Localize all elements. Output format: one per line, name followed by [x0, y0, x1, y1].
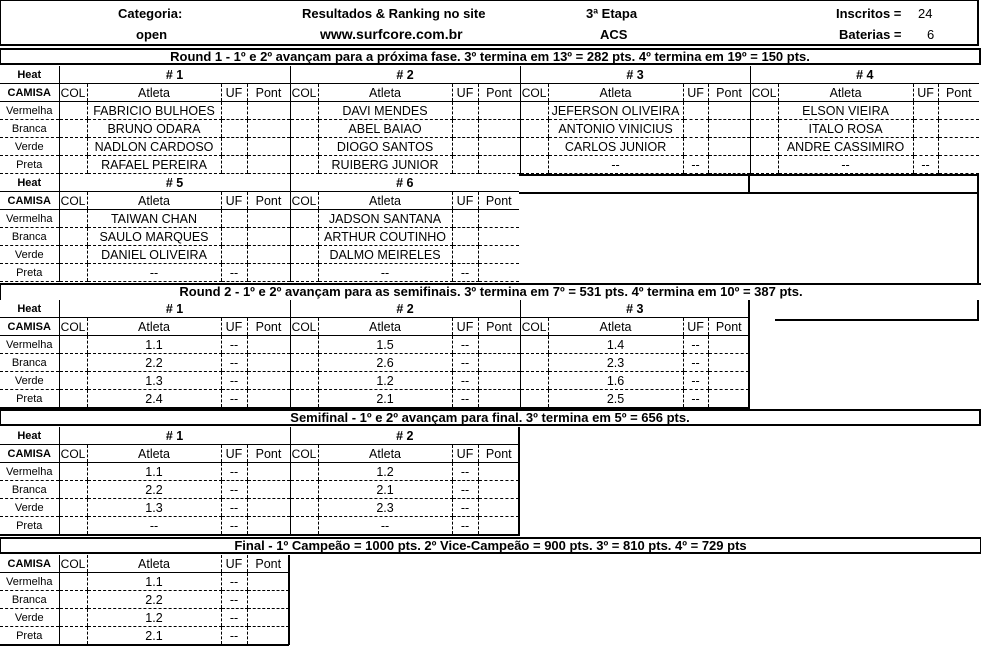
camisa-vermelha: Vermelha — [0, 573, 59, 591]
round1-heat4-name: # 4 — [750, 66, 979, 84]
atleta-header: Atleta — [87, 192, 221, 210]
pont-header: Pont — [478, 318, 520, 336]
athlete-cell: -- — [548, 156, 683, 174]
athlete-cell: -- — [318, 264, 452, 282]
atleta-header: Atleta — [318, 445, 452, 463]
etapa-place: ACS — [600, 27, 628, 42]
camisa-label: CAMISA — [0, 84, 59, 102]
camisa-verde: Verde — [0, 372, 59, 390]
results-label: Resultados & Ranking no site — [302, 6, 486, 21]
camisa-verde: Verde — [0, 138, 59, 156]
inscritos-value: 24 — [918, 6, 933, 21]
pont-header: Pont — [478, 192, 519, 210]
frame-line — [748, 300, 750, 410]
camisa-label: CAMISA — [0, 555, 59, 573]
frame-line — [977, 174, 979, 284]
col-header: COL — [60, 193, 86, 208]
athlete-cell: 1.6 — [548, 372, 683, 390]
athlete-cell: FABRICIO BULHOES — [87, 102, 221, 120]
camisa-preta: Preta — [0, 627, 59, 646]
athlete-cell: -- — [318, 517, 452, 536]
athlete-cell: RUIBERG JUNIOR — [318, 156, 452, 174]
pont-header: Pont — [247, 445, 290, 463]
camisa-preta: Preta — [0, 390, 59, 409]
atleta-header: Atleta — [87, 555, 221, 573]
round1-table-b: Heat # 5 # 6 CAMISA COL Atleta UF Pont COL Atleta UF Pont Vermelha TAIWAN CHAN JADSON SANTANA Branca SAULO MARQUES ARTHUR COUTINHO Verde DANIEL OLIVEIRA DALMO MEIRELES Preta -- -- -- -- — [0, 174, 519, 282]
pont-header: Pont — [708, 84, 750, 102]
round2-title: Round 2 - 1º e 2º avançam para as semifinais. 3º termina em 7º = 531 pts. 4º termina em 10º = 387 pts. — [0, 283, 981, 300]
uf-header: UF — [452, 84, 478, 102]
baterias-value: 6 — [927, 27, 935, 42]
atleta-header: Atleta — [87, 318, 221, 336]
camisa-label: CAMISA — [0, 192, 59, 210]
camisa-label: CAMISA — [0, 445, 59, 463]
camisa-verde: Verde — [0, 499, 59, 517]
atleta-header: Atleta — [318, 84, 452, 102]
atleta-header: Atleta — [87, 445, 221, 463]
col-header: COL — [60, 319, 86, 334]
athlete-cell: 2.2 — [87, 591, 221, 609]
inscritos-label: Inscritos = — [836, 6, 902, 21]
uf-header: UF — [221, 84, 247, 102]
camisa-branca: Branca — [0, 120, 59, 138]
athlete-cell: 2.4 — [87, 390, 221, 409]
athlete-cell: 1.1 — [87, 573, 221, 591]
atleta-header: Atleta — [87, 84, 221, 102]
athlete-cell: 2.3 — [548, 354, 683, 372]
pont-header: Pont — [247, 192, 290, 210]
athlete-cell: 2.2 — [87, 354, 221, 372]
uf-header: UF — [221, 555, 247, 573]
camisa-preta: Preta — [0, 264, 59, 282]
uf-header: UF — [913, 84, 938, 102]
round2-heat3-name: # 3 — [520, 300, 749, 318]
athlete-cell: 1.3 — [87, 372, 221, 390]
athlete-cell: ANTONIO VINICIUS — [548, 120, 683, 138]
col-header: COL — [60, 556, 86, 571]
atleta-header: Atleta — [548, 84, 683, 102]
round2-heat2-name: # 2 — [290, 300, 520, 318]
camisa-vermelha: Vermelha — [0, 463, 59, 481]
frame-line — [748, 174, 750, 192]
athlete-cell: 1.2 — [87, 609, 221, 627]
categoria-label: Categoria: — [118, 6, 183, 21]
athlete-cell: JADSON SANTANA — [318, 210, 452, 228]
col-header: COL — [521, 85, 547, 100]
camisa-vermelha: Vermelha — [0, 102, 59, 120]
uf-header: UF — [452, 192, 478, 210]
final-table: CAMISA COL Atleta UF Pont Vermelha 1.1 -- Branca 2.2 -- Verde 1.2 -- Preta 2.1 -- — [0, 555, 289, 646]
athlete-cell: BRUNO ODARA — [87, 120, 221, 138]
camisa-vermelha: Vermelha — [0, 210, 59, 228]
camisa-verde: Verde — [0, 246, 59, 264]
round2-table: Heat # 1 # 2 # 3 CAMISA COL Atleta UF Pont COL Atleta UF Pont COL Atleta UF Pont Vermelha 1.1 -- 1.5 -- 1.4 -- Branca 2.2 -- 2.6 -- 2.3 -- Verde 1.3 -- 1.2 -- 1.6 -- Preta 2.4 -- 2.1 -- 2.5 -- — [0, 300, 749, 409]
athlete-cell: DIOGO SANTOS — [318, 138, 452, 156]
athlete-cell: 1.1 — [87, 463, 221, 481]
final-title: Final - 1º Campeão = 1000 pts. 2º Vice-Campeão = 900 pts. 3º = 810 pts. 4º = 729 pts — [0, 537, 981, 554]
athlete-cell: DALMO MEIRELES — [318, 246, 452, 264]
atleta-header: Atleta — [318, 318, 452, 336]
pont-header: Pont — [247, 318, 290, 336]
round1-title: Round 1 - 1º e 2º avançam para a próxima fase. 3º termina em 13º = 282 pts. 4º termina em 19º = 150 pts. — [0, 48, 981, 65]
heat-label: Heat — [0, 174, 59, 192]
athlete-cell: SAULO MARQUES — [87, 228, 221, 246]
semifinal-title: Semifinal - 1º e 2º avançam para final. 3º termina em 5º = 656 pts. — [0, 409, 981, 426]
athlete-cell: -- — [778, 156, 913, 174]
athlete-cell: TAIWAN CHAN — [87, 210, 221, 228]
athlete-cell: 2.1 — [87, 627, 221, 646]
pont-header: Pont — [708, 318, 749, 336]
pont-header: Pont — [478, 84, 520, 102]
atleta-header: Atleta — [318, 192, 452, 210]
frame-line — [518, 427, 520, 536]
frame-line — [288, 555, 290, 645]
camisa-branca: Branca — [0, 591, 59, 609]
athlete-cell: ABEL BAIAO — [318, 120, 452, 138]
frame-line — [977, 300, 979, 320]
camisa-label: CAMISA — [0, 318, 59, 336]
col-header: COL — [291, 446, 317, 461]
athlete-cell: JEFERSON OLIVEIRA — [548, 102, 683, 120]
uf-header: UF — [221, 318, 247, 336]
pont-header: Pont — [247, 84, 290, 102]
semifinal-table: Heat # 1 # 2 CAMISA COL Atleta UF Pont COL Atleta UF Pont Vermelha 1.1 -- 1.2 -- Branca 2.2 -- 2.1 -- Verde 1.3 -- 2.3 -- Preta -- -- -- -- — [0, 427, 519, 536]
col-header: COL — [291, 85, 317, 100]
athlete-cell: 2.1 — [318, 481, 452, 499]
col-header: COL — [291, 193, 317, 208]
athlete-cell: ITALO ROSA — [778, 120, 913, 138]
athlete-cell: RAFAEL PEREIRA — [87, 156, 221, 174]
pont-header: Pont — [938, 84, 979, 102]
col-header: COL — [60, 446, 86, 461]
athlete-cell: ANDRE CASSIMIRO — [778, 138, 913, 156]
col-header: COL — [60, 85, 86, 100]
camisa-verde: Verde — [0, 609, 59, 627]
athlete-cell: NADLON CARDOSO — [87, 138, 221, 156]
camisa-branca: Branca — [0, 354, 59, 372]
athlete-cell: 1.4 — [548, 336, 683, 354]
athlete-cell: 2.1 — [318, 390, 452, 409]
athlete-cell: 2.5 — [548, 390, 683, 409]
uf-header: UF — [221, 192, 247, 210]
etapa-label: 3ª Etapa — [586, 6, 638, 21]
athlete-cell: 1.3 — [87, 499, 221, 517]
frame-line — [775, 319, 979, 321]
col-header: COL — [751, 85, 777, 100]
frame-line — [519, 192, 979, 194]
camisa-preta: Preta — [0, 517, 59, 536]
uf-header: UF — [683, 84, 708, 102]
athlete-cell: CARLOS JUNIOR — [548, 138, 683, 156]
camisa-preta: Preta — [0, 156, 59, 174]
round1-heat3-name: # 3 — [520, 66, 750, 84]
col-header: COL — [291, 319, 317, 334]
round1-heat6-name: # 6 — [290, 174, 519, 192]
atleta-header: Atleta — [548, 318, 683, 336]
semifinal-heat1-name: # 1 — [59, 427, 290, 445]
athlete-cell: ARTHUR COUTINHO — [318, 228, 452, 246]
athlete-cell: DAVI MENDES — [318, 102, 452, 120]
round2-heat1-name: # 1 — [59, 300, 290, 318]
categoria-value: open — [136, 27, 168, 42]
athlete-cell: 1.2 — [318, 463, 452, 481]
athlete-cell: 2.3 — [318, 499, 452, 517]
athlete-cell: 2.6 — [318, 354, 452, 372]
round1-heat5-name: # 5 — [59, 174, 290, 192]
uf-header: UF — [452, 445, 478, 463]
semifinal-heat2-name: # 2 — [290, 427, 519, 445]
athlete-cell: -- — [87, 264, 221, 282]
round1-heat2-name: # 2 — [290, 66, 520, 84]
pont-header: Pont — [247, 555, 289, 573]
heat-label: Heat — [0, 66, 59, 84]
round1-table-a: Heat # 1 # 2 # 3 # 4 CAMISA COL Atleta UF Pont COL Atleta UF Pont COL Atleta UF Pont COL Atleta UF Pont Vermelha FABRICIO BULHOES DAVI MENDES JEFERSON OLIVEIRA ELSON VIEIRA Branca BRUNO ODARA ABEL BAIAO ANTONIO VINICIUS ITALO ROSA Verde NADLON CARDOSO DIOGO SANTOS CARLOS JUNIOR ANDRE CASSIMIRO Preta RAFAEL PEREIRA RUIBERG JUNIOR -- -- -- -- — [0, 66, 979, 174]
athlete-cell: 1.5 — [318, 336, 452, 354]
athlete-cell: ELSON VIEIRA — [778, 102, 913, 120]
athlete-cell: 2.2 — [87, 481, 221, 499]
camisa-branca: Branca — [0, 481, 59, 499]
col-header: COL — [521, 319, 547, 334]
baterias-label: Baterias = — [839, 27, 902, 42]
uf-header: UF — [452, 318, 478, 336]
pont-header: Pont — [478, 445, 519, 463]
heat-label: Heat — [0, 427, 59, 445]
athlete-cell: 1.1 — [87, 336, 221, 354]
uf-header: UF — [221, 445, 247, 463]
uf-header: UF — [683, 318, 708, 336]
camisa-branca: Branca — [0, 228, 59, 246]
atleta-header: Atleta — [778, 84, 913, 102]
athlete-cell: 1.2 — [318, 372, 452, 390]
site-link[interactable]: www.surfcore.com.br — [320, 26, 463, 42]
camisa-vermelha: Vermelha — [0, 336, 59, 354]
athlete-cell: DANIEL OLIVEIRA — [87, 246, 221, 264]
athlete-cell: -- — [87, 517, 221, 536]
heat-label: Heat — [0, 300, 59, 318]
round1-heat1-name: # 1 — [59, 66, 290, 84]
